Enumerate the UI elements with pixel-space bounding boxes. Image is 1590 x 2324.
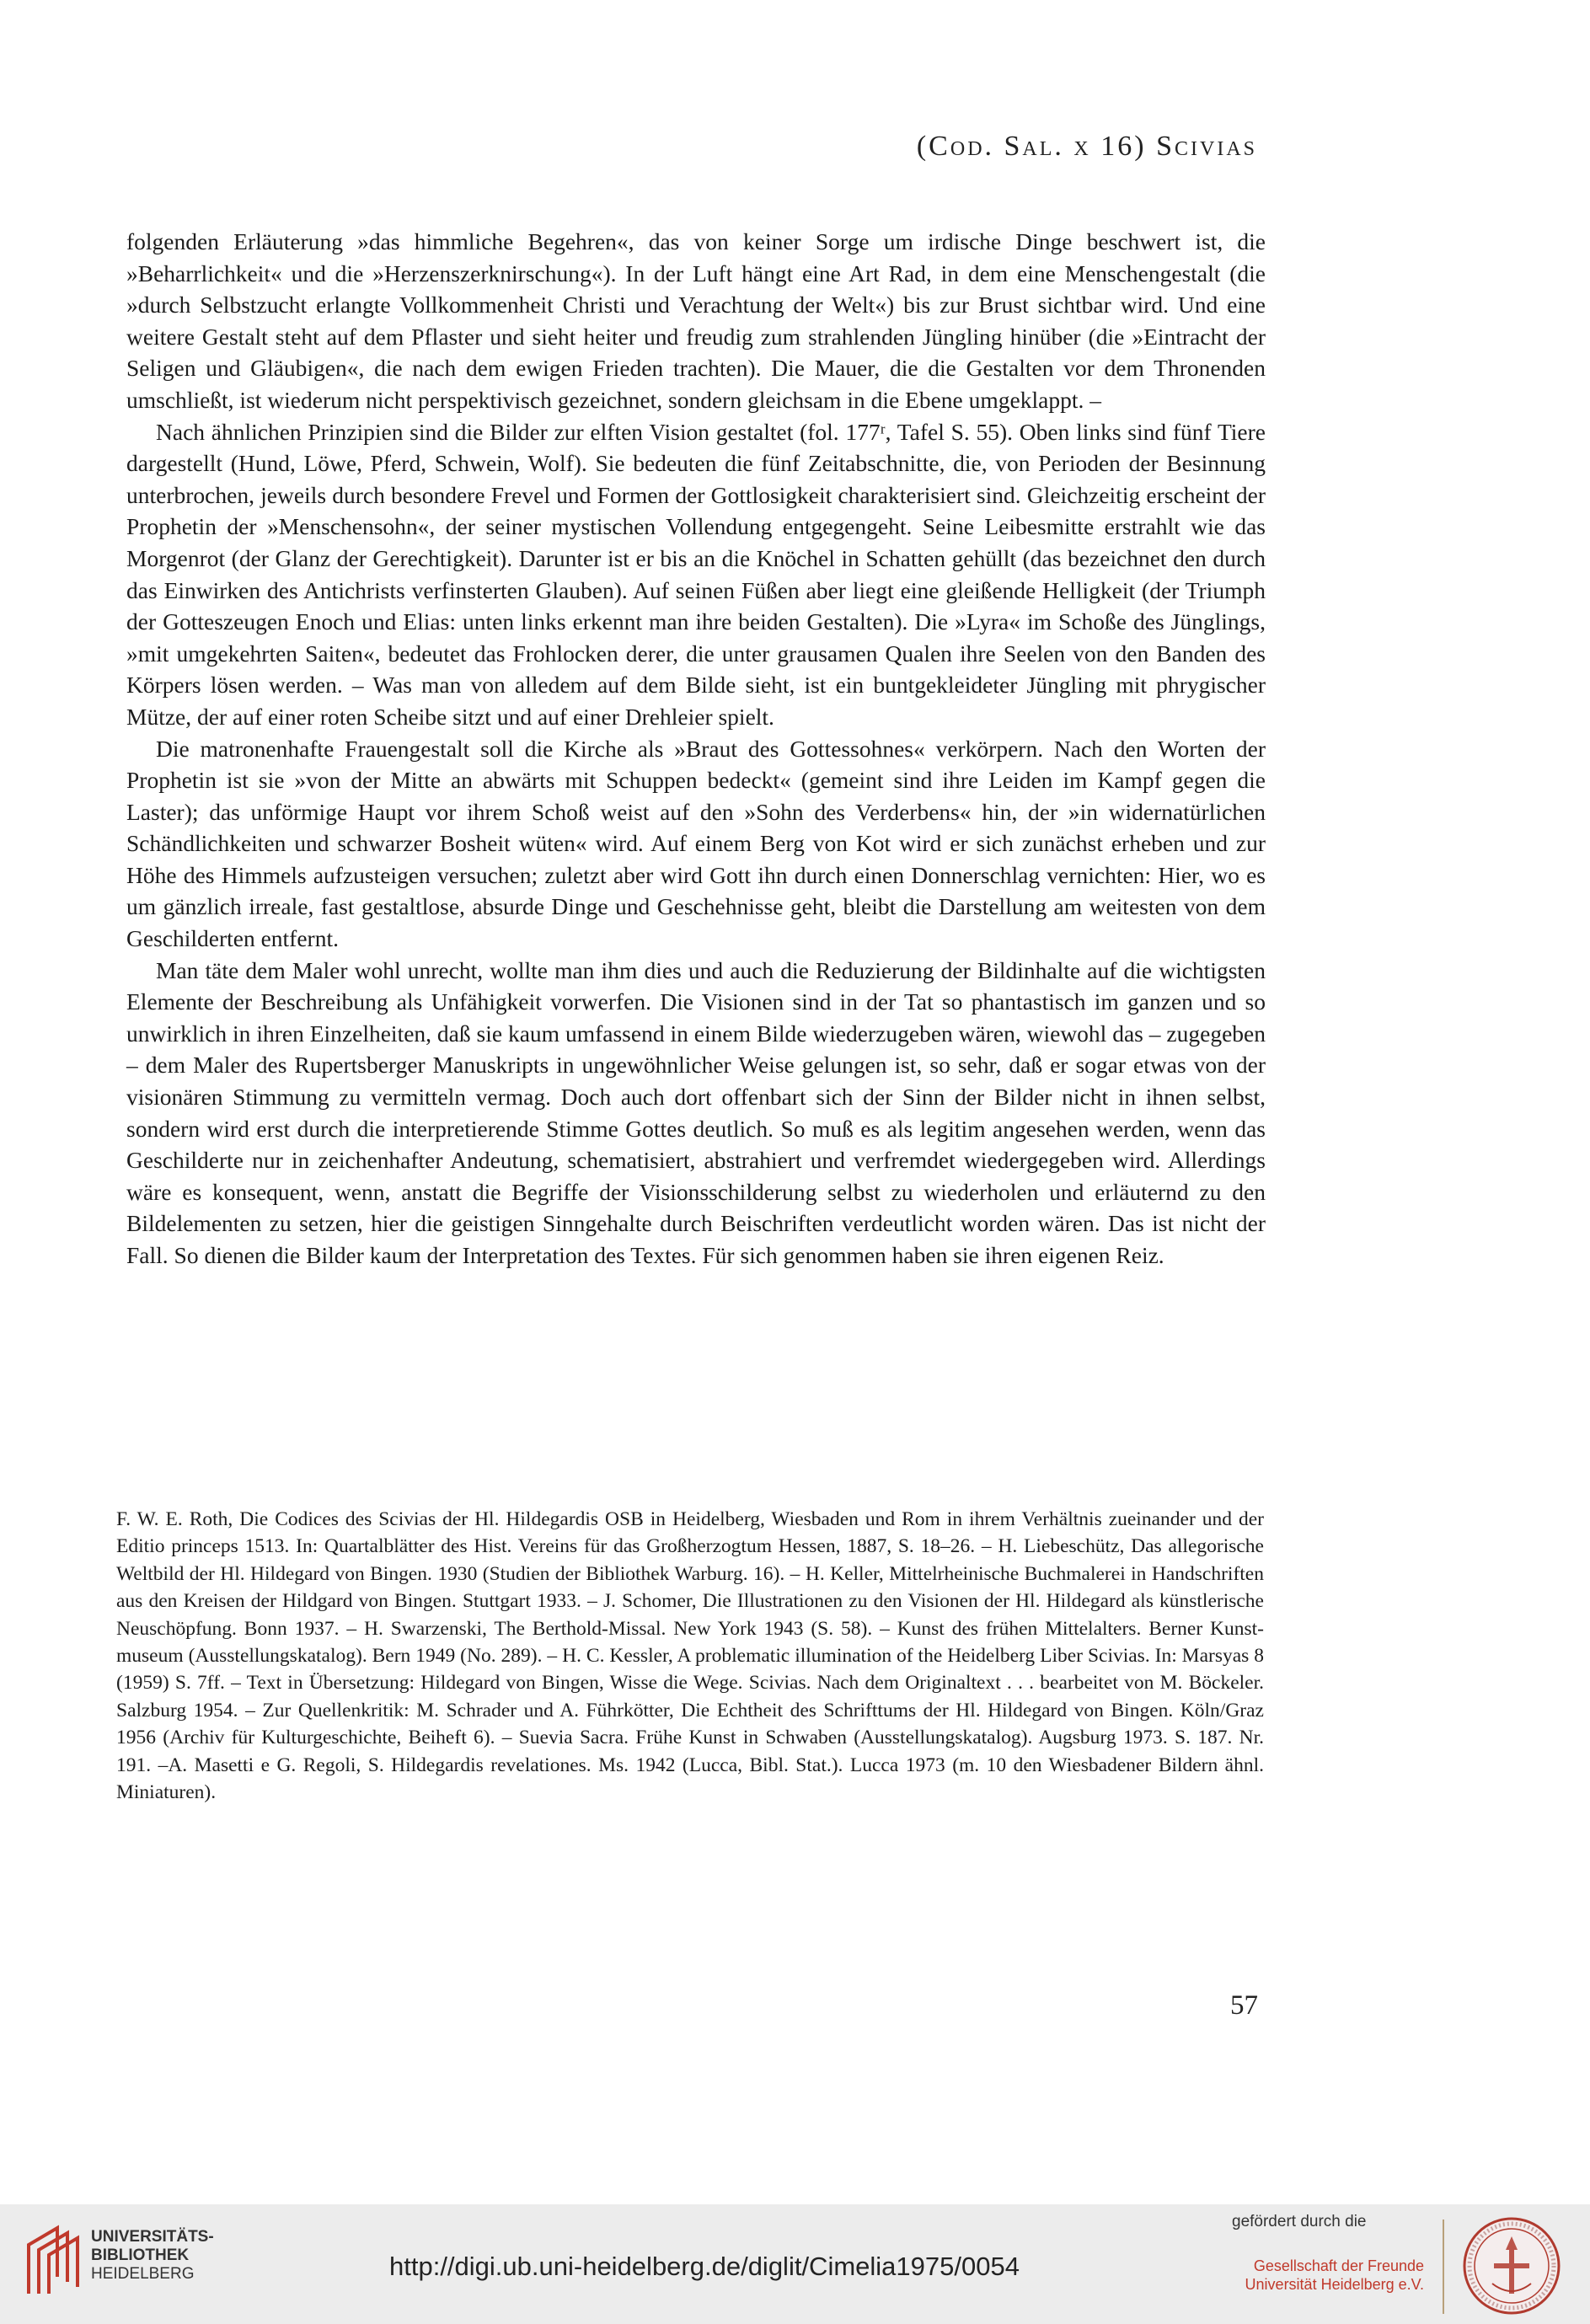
paragraph: Man täte dem Maler wohl unrecht, wollte man ihm dies und auch die Reduzierung der Bildinhalte auf die wichtigsten Elemente der Beschreibung als Unfähigkeit vorwerfen. Die Visionen sind in der Tat so phantastisch im ganzen und so unwirklich in ihren Einzelheiten, daß sie kaum umfassend in einem Bilde wiederzugeben wären, wiewohl das – zugegeben – dem Maler des Rupertsberger Manuskripts in ungewöhnlicher Weise gelungen ist, so sehr, daß er sogar etwas von der visionären Stimmung zu vermitteln vermag. Doch auch dort offenbart sich der Sinn der Bilder nicht in ihnen selbst, sondern wird erst durch die interpretierende Stimme Gottes deutlich. So muß es als legitim angesehen werden, wenn das Geschilderte nur in zeichenhafter Andeutung, schematisiert, abstrahiert und verfremdet wiedergegeben wird. Allerdings wäre es konsequent, wenn, anstatt die Begriffe der Visionsschilderung selbst zu wiederholen und erläuternd zu den Bildelementen zu setzen, hier die geistigen Sinngehalte durch Beischriften verdeutlicht worden wären. Das ist nicht der Fall. So dienen die Bilder kaum der Interpretation des Textes. Für sich genommen haben sie ihren eigenen Reiz.	[126, 956, 1266, 1268]
library-name-line: HEIDELBERG	[91, 2265, 195, 2283]
funder-label: gefördert durch die	[1232, 2213, 1367, 2230]
source-url-link[interactable]: http://digi.ub.uni-heidelberg.de/diglit/Cimelia1975/0054	[389, 2252, 1020, 2281]
footer-bar	[0, 2204, 1590, 2324]
page-number: 57	[1230, 1990, 1258, 2021]
body-text	[126, 226, 1266, 1272]
library-name	[91, 2228, 214, 2284]
library-name-line: UNIVERSITÄTS-	[91, 2228, 214, 2246]
references	[116, 1506, 1264, 1806]
university-seal-icon	[1462, 2216, 1561, 2316]
funder-name-line: Universität Heidelberg e.V.	[1245, 2276, 1424, 2293]
references-text: F. W. E. Roth, Die Codices des Scivias der Hl. Hildegardis OSB in Heidelberg, Wiesbaden und Rom in ihrem Verhältnis zueinander und der Editio princeps 1513. In: Quartalblätter des Hist. Vereins für das Großherzogtum Hessen, 1887, S. 18–26. – H. Liebeschütz, Das allegorische Weltbild der Hl. Hildegard von Bingen. 1930 (Studien der Bibliothek Warburg. 16). – H. Keller, Mittelrheinische Buchmalerei in Handschriften aus den Kreisen der Hildgard von Bingen. Stuttgart 1933. – J. Schomer, Die Illustrationen zu den Visionen der Hl. Hildegard als künstlerische Neuschöpfung. Bonn 1937. – H. Swarzenski, The Berthold-Missal. New York 1943 (S. 58). – Kunst des frühen Mittelalters. Berner Kunstmuseum (Ausstellungskatalog). Bern 1949 (No. 289). – H. C. Kessler, A problematic illumination of the Heidelberg Liber Scivias. In: Marsyas 8 (1959) S. 7ff. – Text in Übersetzung: Hildegard von Bingen, Wisse die Wege. Scivias. Nach dem Originaltext . . . bearbeitet von M. Böckeler. Salzburg 1954. – Zur Quellenkritik: M. Schrader und A. Führkötter, Die Echtheit des Schrifttums der Hl. Hildegard von Bingen. Köln/Graz 1956 (Archiv für Kulturgeschichte, Beiheft 6). – Suevia Sacra. Frühe Kunst in Schwaben (Ausstellungskatalog). Augsburg 1973. S. 187. Nr. 191. –A. Masetti e G. Regoli, S. Hildegardis revelationes. Ms. 1942 (Lucca, Bibl. Stat.). Lucca 1973 (m. 10 den Wiesbadener Bildern ähnl. Miniaturen).	[116, 1508, 1264, 1804]
funder-name	[1230, 2257, 1424, 2294]
library-pillar-logo-icon	[24, 2223, 81, 2295]
paragraph: folgenden Erläuterung »das himmliche Begehren«, das von keiner Sorge um irdische Dinge beschwert ist, die »Beharrlichkeit« und die »Herzenszerknirschung«). In der Luft hängt eine Art Rad, in dem eine Menschengestalt (die »durch Selbstzucht erlangte Vollkommenheit Christi und Verachtung der Welt«) bis zur Brust sichtbar wird. Und eine weitere Gestalt steht auf dem Pflaster und sieht heiter und freudig zum strahlenden Jüngling hinüber (die »Eintracht der Seligen und Gläubigen«, die nach dem ewigen Frieden trachten). Die Mauer, die die Gestalten vor dem Thronenden umschließt, ist wiederum nicht perspektivisch gezeichnet, sondern gleichsam in die Ebene umgeklappt. –	[126, 228, 1266, 413]
paragraph: Die matronenhafte Frauengestalt soll die Kirche als »Braut des Gottessohnes« verkörpern. Nach den Worten der Prophetin ist sie »von der Mitte an abwärts mit Schuppen bedeckt« (gemeint sind ihre Leiden im Kampf gegen die Laster); das unförmige Haupt vor ihrem Schoß weist auf den »Sohn des Verderbens« hin, der »in widernatürlichen Schändlichkeiten und schwarzer Bosheit wüten« wird. Auf einem Berg von Kot wird er sich zunächst erheben und zur Höhe des Himmels aufzusteigen versuchen; zuletzt aber wird Gott ihn durch einen Donnerschlag vernichten: Hier, wo es um gänzlich irreale, fast gestaltlose, absurde Dinge und Geschehnisse geht, bleibt die Darstellung am weitesten von dem Geschilderten entfernt.	[126, 735, 1266, 952]
library-name-line: BIBLIOTHEK	[91, 2246, 190, 2264]
running-head: (Cod. Sal. x 16) Scivias	[916, 131, 1257, 162]
footer-divider	[1443, 2220, 1444, 2314]
funder-name-line: Gesellschaft der Freunde	[1253, 2257, 1424, 2274]
paragraph: Nach ähnlichen Prinzipien sind die Bilder zur elften Vision gestaltet (fol. 177ʳ, Tafel S. 55). Oben links sind fünf Tiere dargestellt (Hund, Löwe, Pferd, Schwein, Wolf). Sie bedeuten die fünf Zeitabschnitte, die, von Perioden der Besinnung unterbrochen, jeweils durch besondere Frevel und Formen der Gottlosigkeit charakterisiert sind. Gleichzeitig erscheint der Prophetin der »Menschensohn«, der seiner mystischen Vollendung entgegengeht. Seine Leibesmitte erstrahlt wie das Morgenrot (der Glanz der Gerechtigkeit). Darunter ist er bis an die Knöchel in Schatten gehüllt (das bezeichnet den durch das Einwirken des Antichrists verfinsterten Glauben). Auf seinen Füßen aber liegt eine gleißende Helligkeit (der Triumph der Gotteszeugen Enoch und Elias: unten links erkennt man ihre beiden Gestalten). Die »Lyra« im Schoße des Jünglings, »mit umgekehrten Saiten«, bedeutet das Frohlocken derer, die unter grausamen Qualen ihre Seelen von den Banden des Körpers lösen werden. – Was man von alledem auf dem Bilde sieht, ist ein buntgekleideter Jüngling mit phrygischer Mütze, der auf einer roten Scheibe sitzt und auf einer Drehleier spielt.	[126, 418, 1266, 730]
